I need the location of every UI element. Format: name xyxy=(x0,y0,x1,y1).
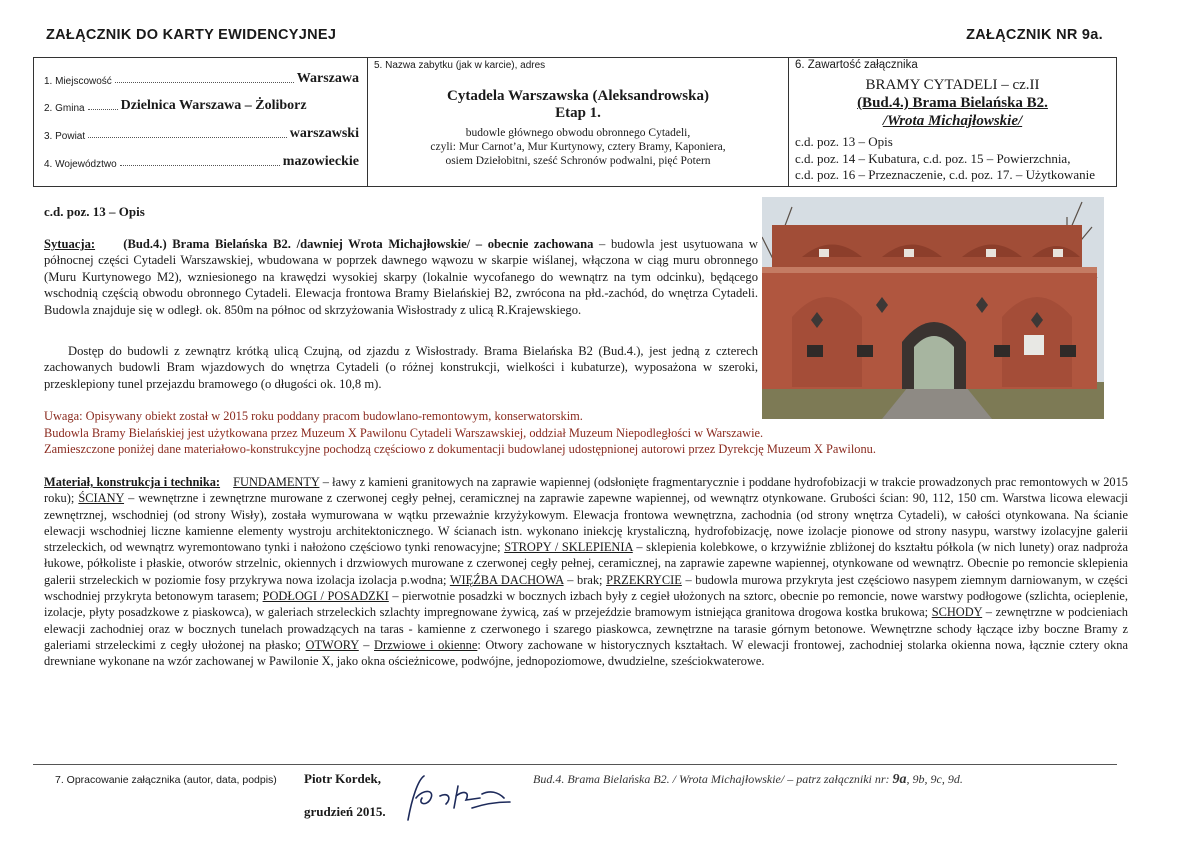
monument-description: budowle głównego obwodu obronnego Cytadeli, czyli: Mur Carnot’a, Mur Kurtynowy, cztery Bramy, Kaponiera, osiem Dziełobitni, sześć Schronów podwalni, pięć Potern xyxy=(430,127,726,167)
heading-podlogi: PODŁOGI / POSADZKI xyxy=(262,589,389,604)
footer-date: grudzień 2015. xyxy=(304,804,386,819)
field-miejscowosc: 1. Miejscowość Warszawa xyxy=(44,71,359,87)
location-column xyxy=(34,58,368,186)
info-table xyxy=(33,57,1117,187)
footer-ref-main: 9a xyxy=(892,772,907,787)
signature xyxy=(400,768,520,833)
field-powiat: 3. Powiat warszawski xyxy=(44,126,359,142)
powiat-value: warszawski xyxy=(289,126,359,141)
material-paragraph: Materiał, konstrukcja i technika: FUNDAMENTY – ławy z kamieni granitowych na zaprawie wapiennej (odsłonięte fragmentarycznie i poddane hydrofobizacji w trakcie prowadzonych prac remontowych w 2015 roku); ŚCIANY – wewnętrzne i zewnętrzne murowane z czerwonej cegły pełnej, ceramicznej na zaprawie zapewne wapiennej, od wewnątrz otynkowane. Grubości ścian: 90, 112, 150 cm. Warstwa licowa elewacji zewnętrznej, wschodniej (od strony Wisły), została wymurowana w wątku przeważnie krzyżykowym. Elewacja frontowa wewnętrzna, zachodnia (od strony wnętrza Cytadeli), w całości otynkowana. Na ścianie elewacji wschodniej liczne kamienne elementy wystroju architektonicznego. W ścianach istn. wykonano iniekcję krystaliczną, hydrofobizację, nowe izolacje pionowe od strony nasypu, warstwy izolacyjne galerii strzeleckich, od wewnątrz wyremontowano tynki i nałożono częściowo tynki renowacyjne; STROPY / SKLEPIENIA – sklepienia kolebkowe, o krzywiźnie zbliżonej do kształtu półkola (w nich lunety) oraz nadproża łukowe, półkoliste i płaskie, otworów strzelnic, okiennych i drzwiowych murowane z czerwonej cegły pełnej, ceramicznej, na zaprawie zapewne wapiennej, otynkowane od wewnątrz. Obecnie po remoncie sklepienia galerii strzeleckich w poziomie fosy przykrywa nowa izolacja izolacja p.wodna; WIĘŹBA DACHOWA – brak; PRZEKRYCIE – budowla murowa przykryta jest częściowo nasypem ziemnym darniowanym, w części wschodniej przykryta betonowym tarasem; PODŁOGI / POSADZKI – pierwotnie posadzki w bocznych izbach były z cegieł ułożonych na sztorc, obecnie po remoncie, nowe warstwy podłogowe (szlichta, ocieplenie, izolacje, płyty posadzkowe z piaskowca), w galeriach strzeleckich szlachty impregnowane żywicą, zaś w przejeździe bramowym istniejąca granitowa drogowa kostka brukowa; SCHODY – zewnętrzne w podcieniach elewacji zachodniej oraz w bocznych tunelach prowadzących na taras - kamienne z czerwonego i szarego piaskowca, zewnętrzne na tarasie górnym betonowe. Wewnętrzne schody łączące izby boczne Bramy z galeriami strzeleckimi z cegły ułożonej na płasko; OTWORY – Drzwiowe i okienne: Otwory zachowane w historycznych kształtach. W elewacji frontowej, zachodniej stolarka okienna nowa, łącznie cztery okna drewniane wykonane na wzór zachowanej w Pawilonie X, jako okna ościeżnicowe, podwójne, jednopoziomowe, dwudzielne, sześciokwaterowe. xyxy=(44,475,1129,669)
contents-column xyxy=(789,58,1116,186)
footer-divider xyxy=(33,764,1117,765)
situation-paragraph xyxy=(44,236,758,318)
monument-title xyxy=(368,88,788,122)
contents-list: c.d. poz. 13 – Opis c.d. poz. 14 – Kubatura, c.d. poz. 15 – Powierzchnia, c.d. poz. 16 – Przeznaczenie, c.d. poz. 17. – Użytkowanie xyxy=(795,134,1095,182)
attachment-title: ZAŁĄCZNIK DO KARTY EWIDENCYJNEJ xyxy=(46,27,337,43)
handwritten-signature-icon xyxy=(400,768,520,828)
note-line-2: Budowla Bramy Bielańskiej jest użytkowana przez Muzeum X Pawilonu Cytadeli Warszawskiej, oddział Muzeum Niepodległości w Warszawie. xyxy=(44,425,764,440)
contents-title: BRAMY CYTADELI – cz.II (Bud.4.) Brama Bielańska B2. /Wrota Michajłowskie/ xyxy=(857,77,1048,129)
footer-label: 7. Opracowanie załącznika (autor, data, podpis) xyxy=(55,774,277,786)
field-wojewodztwo: 4. Województwo mazowieckie xyxy=(44,154,359,170)
miejscowosc-value: Warszawa xyxy=(296,71,359,86)
footer-author: Piotr Kordek, xyxy=(304,771,382,786)
field-gmina: 2. Gmina Dzielnica Warszawa – Żoliborz xyxy=(44,98,307,114)
monument-column xyxy=(368,58,789,186)
material-label: Materiał, konstrukcja i technika: xyxy=(44,475,221,489)
gmina-value: Dzielnica Warszawa – Żoliborz xyxy=(120,98,307,113)
heading-schody: SCHODY xyxy=(931,605,983,620)
heading-sciany: ŚCIANY xyxy=(78,491,125,506)
contents-header: 6. Zawartość załącznika xyxy=(795,59,918,71)
heading-stropy: STROPY / SKLEPIENIA xyxy=(504,540,633,555)
heading-otwory: OTWORY xyxy=(305,637,359,652)
note-line-3: Zamieszczone poniżej dane materiałowo-konstrukcyjne pochodzą częściowo z dokumentacji budowlanej udostępnionej autorowi przez Dyrekcję Muzeum X Pawilonu. xyxy=(44,442,876,457)
monument-stage: Etap 1. xyxy=(555,105,601,121)
heading-wiezba: WIĘŹBA DACHOWA xyxy=(449,572,564,587)
monument-name: Cytadela Warszawska (Aleksandrowska) xyxy=(447,88,709,104)
section-heading: c.d. poz. 13 – Opis xyxy=(44,204,145,219)
monument-header: 5. Nazwa zabytku (jak w karcie), adres xyxy=(374,60,546,71)
gate-photo-icon xyxy=(762,197,1104,419)
footer-reference: Bud.4. Brama Bielańska B2. / Wrota Michajłowskie/ – patrz załączniki nr: 9a, 9b, 9c, 9d. xyxy=(533,772,963,787)
gate-photo xyxy=(762,197,1104,419)
access-paragraph: Dostęp do budowli z zewnątrz krótką ulicą Czujną, od zjazdu z Wisłostrady. Brama Bielańska B2 (Bud.4.), jest jedną z czterech zachowanych budowli Bram wjazdowych do wnętrza Cytadeli (o różnej konstrukcji, wielkości i kubaturze), wyposażona w szeroki, przesklepiony tunel przejazdu bramowego (o długości ok. 10,8 m). xyxy=(44,344,758,391)
situation-lead: (Bud.4.) Brama Bielańska B2. /dawniej Wrota Michajłowskie/ – obecnie zachowana xyxy=(123,237,594,251)
heading-fundamenty: FUNDAMENTY xyxy=(233,475,320,489)
notes-block xyxy=(44,408,1124,458)
situation-text: – budowla jest usytuowana w północnej części Cytadeli Warszawskiej, wbudowana w poprzek dawnego wąwozu w skarpie wiślanej, włączona w ciąg muru obronnego (Muru Kurtynowego M2), wzniesionego na krawędzi wysokiej skarpy (lokalnie wycofanego do wewnątrz na tym odcinku), będącego wschodnią częścią obwodu obronnego Cytadeli. Elewacja frontowa Bramy Bielańskiej B2, zwrócona na płd.-zachód, do wnętrza Cytadeli. Budowla znajduje się w odległ. ok. 850m na północ od skrzyżowania Wisłostrady z ulicą R.Krajewskiego. xyxy=(44,237,758,317)
wojewodztwo-value: mazowieckie xyxy=(282,154,359,169)
attachment-number: ZAŁĄCZNIK NR 9a. xyxy=(966,27,1103,43)
heading-przekrycie: PRZEKRYCIE xyxy=(606,572,682,587)
heading-drzwiowe: Drzwiowe i okienne xyxy=(374,637,478,652)
note-line-1: Uwaga: Opisywany obiekt został w 2015 roku poddany pracom budowlano-remontowym, konserwatorskim. xyxy=(44,409,583,423)
situation-label: Sytuacja: xyxy=(44,237,96,251)
